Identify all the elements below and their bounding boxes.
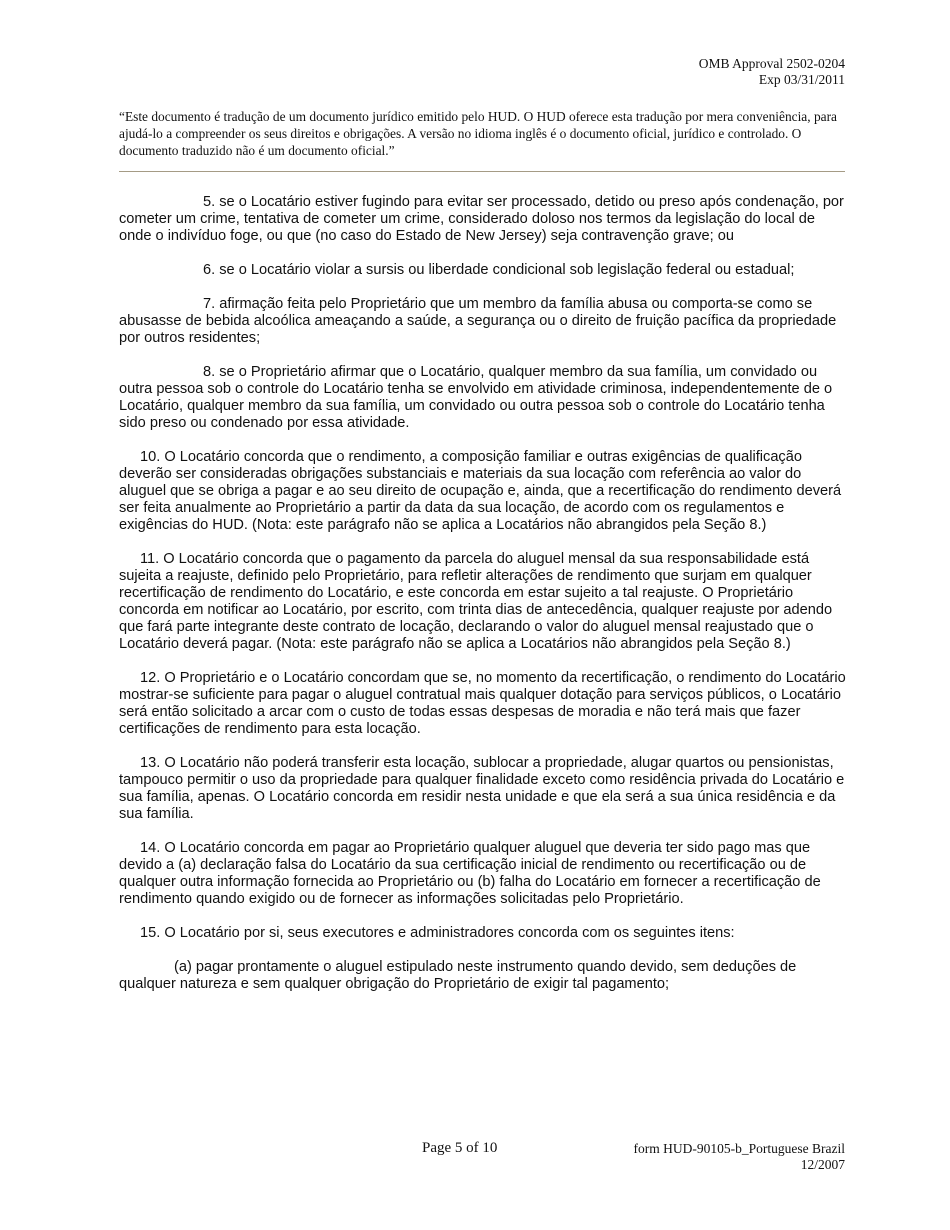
clause-6: 6. se o Locatário violar a sursis ou liberdade condicional sob legislação federal ou estadual; <box>203 262 795 278</box>
translation-disclaimer: “Este documento é tradução de um documento jurídico emitido pelo HUD. O HUD oferece esta tradução por mera conveniência, para ajudá-lo a compreender os seus direitos e obrigações. A versão no idioma inglês é o documento oficial, jurídico e controlado. O documento traduzido não é um documento oficial.” <box>119 109 837 158</box>
clause-5: 5. se o Locatário estiver fugindo para evitar ser processado, detido ou preso após condenação, por cometer um crime, tentativa de cometer um crime, considerado doloso nos termos da legislação do local de onde o indivíduo foge, ou que (no caso do Estado de New Jersey) seja contravenção grave; ou <box>119 194 844 244</box>
omb-approval-number: OMB Approval 2502-0204 <box>698 56 845 71</box>
omb-expiration-date: Exp 03/31/2011 <box>758 72 845 87</box>
document-body <box>119 194 847 1010</box>
paragraph-15: 15. O Locatário por si, seus executores e administradores concorda com os seguintes itens: <box>140 925 735 941</box>
clause-7: 7. afirmação feita pelo Proprietário que um membro da família abusa ou comporta-se como se abusasse de bebida alcoólica ameaçando a saúde, a segurança ou o direito de fruição pacífica da propriedade por outros residentes; <box>119 296 837 346</box>
paragraph-12: 12. O Proprietário e o Locatário concordam que se, no momento da recertificação, o rendimento do Locatário mostrar-se suficiente para pagar o aluguel contratual mais qualquer dotação para serviços públicos, o Locatário será então solicitado a arcar com o custo de todas essas despesas de moradia e não terá mais que fazer certificações de rendimento para esta locação. <box>119 670 846 737</box>
page-number: Page 5 of 10 <box>422 1140 498 1156</box>
paragraph-10: 10. O Locatário concorda que o rendimento, a composição familiar e outras exigências de qualificação deverão ser consideradas obrigações substanciais e materiais da sua locação com referência ao valor do aluguel que se obriga a pagar e ao seu direito de ocupação e, ainda, que a recertificação do rendimento deverá ser feita anualmente ao Proprietário a partir da data da sua locação, de acordo com os regulamentos e exigências do HUD. (Nota: este parágrafo não se aplica a Locatários não abrangidos pela Seção 8.) <box>119 449 842 533</box>
header-divider <box>119 171 845 172</box>
paragraph-14: 14. O Locatário concorda em pagar ao Proprietário qualquer aluguel que deveria ter sido pago mas que devido a (a) declaração falsa do Locatário da sua certificação inicial de rendimento ou recertificação ou de qualquer outra informação fornecida ao Proprietário ou (b) falha do Locatário em fornecer a recertificação de rendimento quando exigido ou de fornecer as informações solicitadas pelo Proprietário. <box>119 840 821 907</box>
paragraph-11: 11. O Locatário concorda que o pagamento da parcela do aluguel mensal da sua responsabilidade está sujeita a reajuste, definido pelo Proprietário, para refletir alterações de rendimento que surjam em qualquer recertificação de rendimento do Locatário, e este concorda em estar sujeito a tal reajuste. O Proprietário concorda em notificar ao Locatário, por escrito, com trinta dias de antecedência, qualquer reajuste por adendo que fará parte integrante deste contrato de locação, declarando o valor do aluguel mensal reajustado que o Locatário deverá pagar. (Nota: este parágrafo não se aplica a Locatários não abrangidos pela Seção 8.) <box>119 551 833 652</box>
clause-8: 8. se o Proprietário afirmar que o Locatário, qualquer membro da sua família, um convidado ou outra pessoa sob o controle do Locatário tenha se envolvido em atividade criminosa, independentemente de o Locatário, qualquer membro da sua família, um convidado ou outra pessoa sob o controle do Locatário tenha sido preso ou condenado por essa atividade. <box>119 364 833 431</box>
item-15a: (a) pagar prontamente o aluguel estipulado neste instrumento quando devido, sem deduções de qualquer natureza e sem qualquer obrigação do Proprietário de exigir tal pagamento; <box>119 959 797 992</box>
form-identifier-block <box>634 1141 845 1173</box>
omb-approval-block <box>699 56 845 88</box>
form-date: 12/2007 <box>800 1157 845 1172</box>
paragraph-13: 13. O Locatário não poderá transferir esta locação, sublocar a propriedade, alugar quartos ou pensionistas, tampouco permitir o uso da propriedade para qualquer finalidade exceto como residência privada do Locatário e sua família, apenas. O Locatário concorda em residir nesta unidade e que ela será a sua única residência e da sua família. <box>119 755 845 822</box>
form-identifier: form HUD-90105-b_Portuguese Brazil <box>633 1141 845 1156</box>
